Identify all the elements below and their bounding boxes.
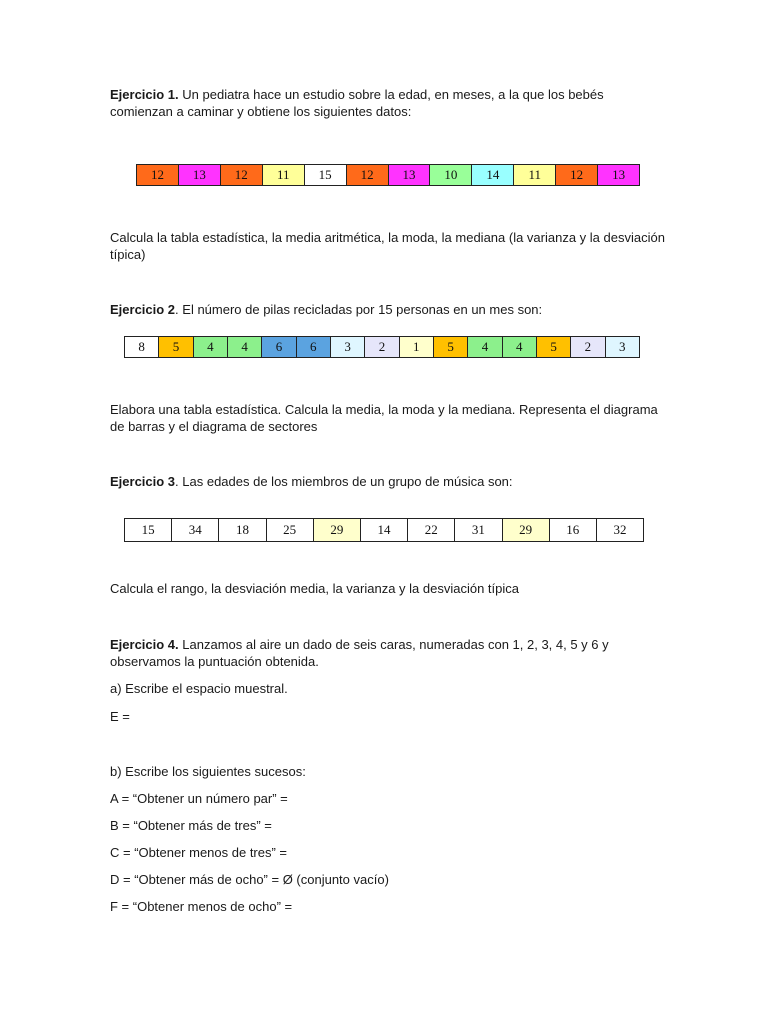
ex3-text: . Las edades de los miembros de un grupo de música son: xyxy=(175,474,513,489)
data-cell: 4 xyxy=(503,337,537,357)
data-cell: 5 xyxy=(434,337,468,357)
event-d-line: D = “Obtener más de ocho” = Ø (conjunto vacío) xyxy=(110,872,389,887)
data-cell: 29 xyxy=(503,519,550,541)
data-cell: 4 xyxy=(228,337,262,357)
data-cell: 3 xyxy=(606,337,639,357)
data-cell: 12 xyxy=(221,165,263,185)
ex4-part-a: a) Escribe el espacio muestral. xyxy=(110,681,288,696)
data-cell: 2 xyxy=(365,337,399,357)
ex2-statement xyxy=(110,301,670,318)
data-cell: 22 xyxy=(408,519,455,541)
data-cell: 13 xyxy=(389,165,431,185)
data-cell: 2 xyxy=(571,337,605,357)
data-cell: 12 xyxy=(347,165,389,185)
data-cell: 15 xyxy=(305,165,347,185)
data-cell: 6 xyxy=(262,337,296,357)
ex3-task: Calcula el rango, la desviación media, la varianza y la desviación típica xyxy=(110,581,519,596)
data-cell: 8 xyxy=(125,337,159,357)
ex4-part-b: b) Escribe los siguientes sucesos: xyxy=(110,764,306,779)
data-cell: 25 xyxy=(267,519,314,541)
ex2-label: Ejercicio 2 xyxy=(110,302,176,317)
data-cell: 1 xyxy=(400,337,434,357)
ex4-label: Ejercicio 4. xyxy=(110,637,179,652)
data-cell: 29 xyxy=(314,519,361,541)
data-cell: 3 xyxy=(331,337,365,357)
event-b-line: B = “Obtener más de tres” = xyxy=(110,818,272,833)
data-cell: 11 xyxy=(263,165,305,185)
ex3-label: Ejercicio 3 xyxy=(110,474,176,489)
data-cell: 6 xyxy=(297,337,331,357)
ex4-text: Lanzamos al aire un dado de seis caras, numeradas con 1, 2, 3, 4, 5 y 6 y observamos la puntuación obtenida. xyxy=(110,637,609,669)
data-cell: 4 xyxy=(468,337,502,357)
data-cell: 12 xyxy=(556,165,598,185)
ex1-task: Calcula la tabla estadística, la media aritmética, la moda, la mediana (la varianza y la desviación típica) xyxy=(110,230,665,262)
ex1-text: Un pediatra hace un estudio sobre la edad, en meses, a la que los bebés comienzan a caminar y obtiene los siguientes datos: xyxy=(110,87,604,119)
ex3-data-strip xyxy=(124,518,644,542)
event-c-line: C = “Obtener menos de tres” = xyxy=(110,845,288,860)
data-cell: 12 xyxy=(137,165,179,185)
data-cell: 32 xyxy=(597,519,643,541)
ex2-data-strip xyxy=(124,336,640,358)
data-cell: 14 xyxy=(472,165,514,185)
ex1-label: Ejercicio 1. xyxy=(110,87,179,102)
data-cell: 15 xyxy=(125,519,172,541)
event-a-line: A = “Obtener un número par” = xyxy=(110,791,288,806)
data-cell: 13 xyxy=(179,165,221,185)
data-cell: 5 xyxy=(537,337,571,357)
data-cell: 11 xyxy=(514,165,556,185)
event-f-line: F = “Obtener menos de ocho” = xyxy=(110,899,293,914)
data-cell: 14 xyxy=(361,519,408,541)
ex1-statement xyxy=(110,86,670,120)
data-cell: 18 xyxy=(219,519,266,541)
data-cell: 5 xyxy=(159,337,193,357)
ex2-text: . El número de pilas recicladas por 15 personas en un mes son: xyxy=(175,302,543,317)
ex4-sample-space-line: E = xyxy=(110,709,130,724)
ex2-task: Elabora una tabla estadística. Calcula la media, la moda y la mediana. Representa el diagrama de barras y el diagrama de sectores xyxy=(110,402,658,434)
data-cell: 10 xyxy=(430,165,472,185)
data-cell: 31 xyxy=(455,519,502,541)
data-cell: 13 xyxy=(598,165,639,185)
ex1-data-strip xyxy=(136,164,640,186)
data-cell: 16 xyxy=(550,519,597,541)
data-cell: 34 xyxy=(172,519,219,541)
ex4-statement xyxy=(110,636,670,670)
data-cell: 4 xyxy=(194,337,228,357)
ex3-statement xyxy=(110,473,670,490)
